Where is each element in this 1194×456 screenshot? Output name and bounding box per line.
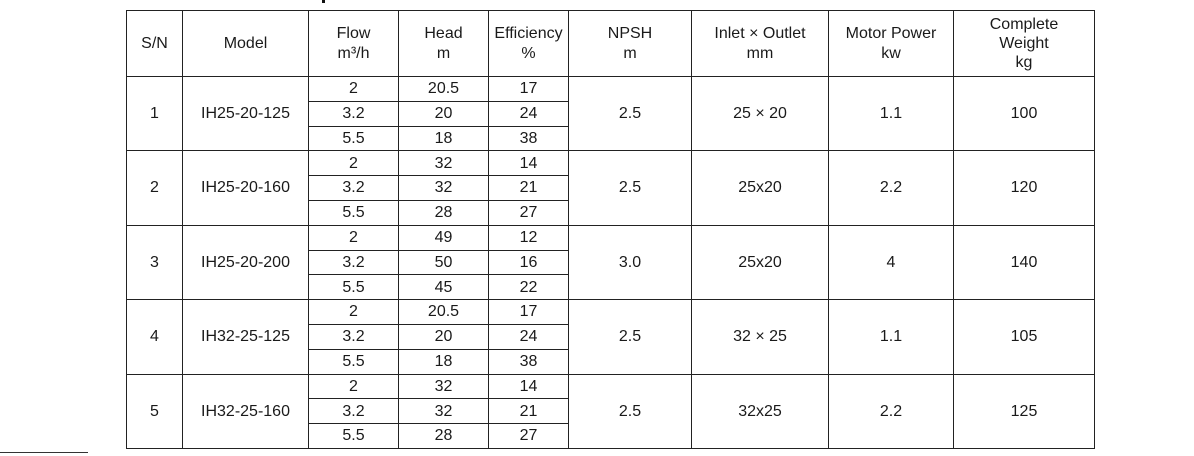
inlet-outlet-cell: 25 × 20 (692, 77, 829, 151)
efficiency-cell: 27 (489, 424, 569, 449)
sn-cell: 1 (127, 77, 183, 151)
motor-power-cell: 2.2 (829, 151, 954, 225)
motor-power-cell: 1.1 (829, 300, 954, 374)
motor-power-cell: 1.1 (829, 77, 954, 151)
npsh-cell: 2.5 (569, 77, 692, 151)
flow-cell: 5.5 (309, 349, 399, 374)
header-model: Model (183, 11, 309, 77)
efficiency-cell: 38 (489, 126, 569, 151)
flow-cell: 2 (309, 225, 399, 250)
header-motor-power-label: Motor Power (845, 25, 937, 43)
table-body (127, 77, 1095, 449)
efficiency-cell: 16 (489, 250, 569, 275)
header-head-unit: m (436, 44, 451, 62)
header-flow-label: Flow (336, 25, 371, 43)
efficiency-cell: 12 (489, 225, 569, 250)
header-motor-power-unit: kw (881, 44, 901, 62)
weight-cell: 105 (954, 300, 1095, 374)
model-cell: IH32-25-125 (183, 300, 309, 374)
inlet-outlet-cell: 25x20 (692, 151, 829, 225)
model-cell: IH25-20-200 (183, 225, 309, 299)
top-edge-mark (322, 0, 325, 3)
model-cell: IH25-20-160 (183, 151, 309, 225)
npsh-cell: 3.0 (569, 225, 692, 299)
efficiency-cell: 14 (489, 374, 569, 399)
header-weight-unit: kg (1015, 54, 1033, 72)
header-flow (309, 11, 399, 77)
efficiency-cell: 27 (489, 200, 569, 225)
npsh-cell: 2.5 (569, 300, 692, 374)
header-npsh-unit: m (623, 44, 637, 62)
header-weight-line1: Complete (989, 15, 1059, 33)
head-cell: 18 (399, 126, 489, 151)
motor-power-cell: 2.2 (829, 374, 954, 448)
model-cell: IH25-20-125 (183, 77, 309, 151)
head-cell: 28 (399, 424, 489, 449)
flow-cell: 2 (309, 374, 399, 399)
flow-cell: 3.2 (309, 101, 399, 126)
flow-cell: 5.5 (309, 424, 399, 449)
header-row (127, 11, 1095, 77)
head-cell: 32 (399, 374, 489, 399)
head-cell: 18 (399, 349, 489, 374)
head-cell: 49 (399, 225, 489, 250)
header-weight-line2: Weight (999, 34, 1049, 52)
header-efficiency-label: Efficiency (494, 25, 563, 43)
header-efficiency (489, 11, 569, 77)
table-row (127, 225, 1095, 250)
header-npsh-label: NPSH (607, 25, 653, 43)
header-motor-power (829, 11, 954, 77)
head-cell: 32 (399, 176, 489, 201)
npsh-cell: 2.5 (569, 374, 692, 448)
flow-cell: 2 (309, 77, 399, 102)
efficiency-cell: 21 (489, 399, 569, 424)
flow-cell: 2 (309, 300, 399, 325)
npsh-cell: 2.5 (569, 151, 692, 225)
header-head-label: Head (424, 25, 463, 43)
motor-power-cell: 4 (829, 225, 954, 299)
weight-cell: 100 (954, 77, 1095, 151)
sn-cell: 4 (127, 300, 183, 374)
header-head (399, 11, 489, 77)
table-row (127, 300, 1095, 325)
header-flow-unit: m³/h (337, 44, 370, 62)
head-cell: 50 (399, 250, 489, 275)
header-npsh (569, 11, 692, 77)
inlet-outlet-cell: 32x25 (692, 374, 829, 448)
flow-cell: 3.2 (309, 250, 399, 275)
head-cell: 28 (399, 200, 489, 225)
efficiency-cell: 14 (489, 151, 569, 176)
bottom-rule (0, 452, 88, 453)
inlet-outlet-cell: 32 × 25 (692, 300, 829, 374)
efficiency-cell: 17 (489, 77, 569, 102)
efficiency-cell: 24 (489, 101, 569, 126)
sn-cell: 2 (127, 151, 183, 225)
flow-cell: 2 (309, 151, 399, 176)
head-cell: 20 (399, 324, 489, 349)
table-row (127, 77, 1095, 102)
efficiency-cell: 21 (489, 176, 569, 201)
flow-cell: 3.2 (309, 324, 399, 349)
weight-cell: 125 (954, 374, 1095, 448)
flow-cell: 3.2 (309, 176, 399, 201)
efficiency-cell: 17 (489, 300, 569, 325)
flow-cell: 5.5 (309, 275, 399, 300)
header-efficiency-unit: % (521, 44, 536, 62)
efficiency-cell: 22 (489, 275, 569, 300)
efficiency-cell: 24 (489, 324, 569, 349)
head-cell: 32 (399, 399, 489, 424)
table-row (127, 374, 1095, 399)
head-cell: 20 (399, 101, 489, 126)
head-cell: 20.5 (399, 300, 489, 325)
sn-cell: 5 (127, 374, 183, 448)
head-cell: 32 (399, 151, 489, 176)
pump-spec-table (126, 10, 1095, 449)
flow-cell: 5.5 (309, 200, 399, 225)
weight-cell: 140 (954, 225, 1095, 299)
header-inlet-outlet-unit: mm (746, 44, 774, 62)
flow-cell: 3.2 (309, 399, 399, 424)
header-weight (954, 11, 1095, 77)
model-cell: IH32-25-160 (183, 374, 309, 448)
flow-cell: 5.5 (309, 126, 399, 151)
inlet-outlet-cell: 25x20 (692, 225, 829, 299)
sn-cell: 3 (127, 225, 183, 299)
table-row (127, 151, 1095, 176)
weight-cell: 120 (954, 151, 1095, 225)
efficiency-cell: 38 (489, 349, 569, 374)
header-inlet-outlet (692, 11, 829, 77)
header-sn: S/N (127, 11, 183, 77)
head-cell: 20.5 (399, 77, 489, 102)
head-cell: 45 (399, 275, 489, 300)
header-inlet-outlet-label: Inlet × Outlet (714, 25, 806, 43)
